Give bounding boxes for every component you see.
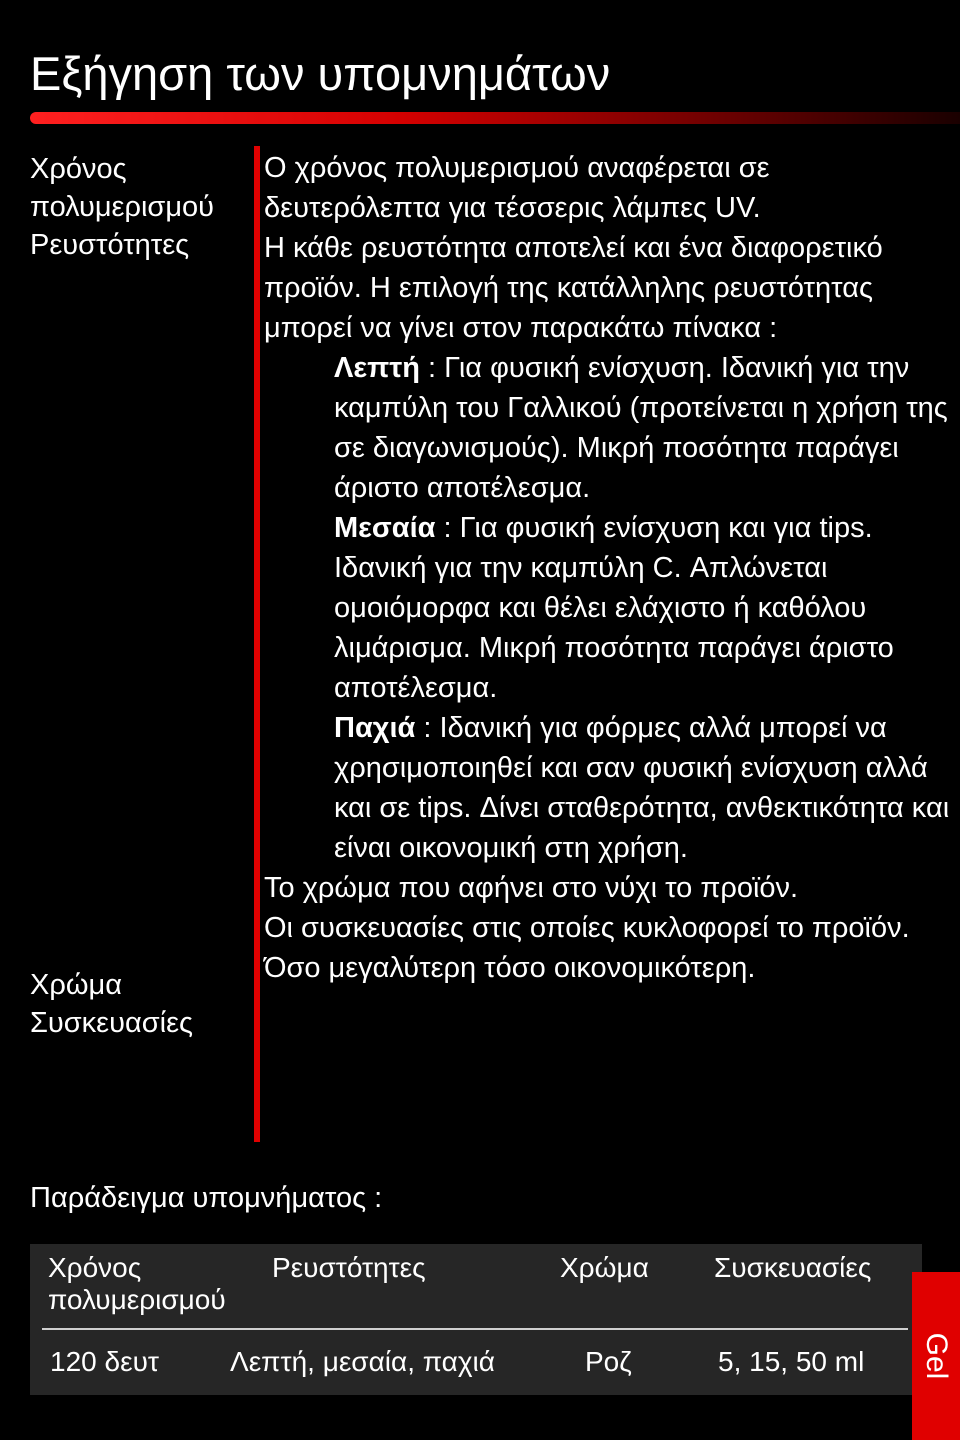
table-header-viscosities: Ρευστότητες bbox=[272, 1252, 426, 1283]
table-header-polymerization-line2: πολυμερισμού bbox=[48, 1284, 226, 1315]
gel-side-tab-label: Gel bbox=[920, 1332, 953, 1380]
example-label: Παράδειγμα υπομνήματος : bbox=[30, 1182, 383, 1214]
polymerization-description: Ο χρόνος πολυμερισμού αναφέρεται σε δευτερόλεπτα για τέσσερις λάμπες UV. bbox=[264, 152, 770, 224]
red-divider-line bbox=[254, 146, 260, 1142]
label-packaging: Συσκευασίες bbox=[30, 1007, 193, 1039]
table-cell-color: Ροζ bbox=[585, 1346, 632, 1377]
viscosities-intro: Η κάθε ρευστότητα αποτελεί και ένα διαφορετικό προϊόν. Η επιλογή της κατάλληλης ρευστότητας μπορεί να γίνει στον παρακάτω πίνακα : bbox=[264, 232, 883, 344]
viscosity-item-thick bbox=[264, 708, 954, 868]
viscosity-item-thin bbox=[264, 348, 954, 508]
table-header-polymerization bbox=[48, 1252, 226, 1316]
label-viscosities: Ρευστότητες bbox=[30, 229, 190, 261]
title-underline-bar bbox=[30, 112, 960, 124]
gel-side-tab bbox=[912, 1272, 960, 1440]
table-cell-packaging: 5, 15, 50 ml bbox=[718, 1346, 865, 1377]
viscosity-term: Παχιά bbox=[334, 712, 416, 744]
viscosity-text: : Για φυσική ενίσχυση. Ιδανική για την καμπύλη του Γαλλικού (προτείνεται η χρήση της σε διαγωνισμούς). Μικρή ποσότητα παράγει άριστο αποτέλεσμα. bbox=[334, 352, 948, 504]
color-description: Το χρώμα που αφήνει στο νύχι το προϊόν. bbox=[264, 872, 799, 904]
example-legend-table bbox=[30, 1244, 922, 1395]
legend-labels-column bbox=[30, 150, 255, 1042]
page-title: Εξήγηση των υπομνημάτων bbox=[30, 47, 611, 100]
table-header-packaging: Συσκευασίες bbox=[714, 1252, 872, 1283]
table-cell-viscosities: Λεπτή, μεσαία, παχιά bbox=[230, 1346, 495, 1377]
viscosity-term: Λεπτή bbox=[334, 352, 420, 384]
label-polymerization-line2: πολυμερισμού bbox=[30, 191, 215, 223]
legend-descriptions bbox=[264, 148, 954, 988]
label-polymerization-line1: Χρόνος bbox=[30, 153, 127, 185]
table-cell-polymerization: 120 δευτ bbox=[50, 1346, 159, 1377]
viscosity-text: : Για φυσική ενίσχυση και για tips. Ιδανική για την καμπύλη C. Απλώνεται ομοιόμορφα και θέλει ελάχιστο ή καθόλου λιμάρισμα. Μικρή ποσότητα παράγει άριστο αποτέλεσμα. bbox=[334, 512, 894, 704]
packaging-description: Οι συσκευασίες στις οποίες κυκλοφορεί το προϊόν. Όσο μεγαλύτερη τόσο οικονομικότερη. bbox=[264, 912, 910, 984]
viscosity-text: : Ιδανική για φόρμες αλλά μπορεί να χρησιμοποιηθεί και σαν φυσική ενίσχυση αλλά και σε tips. Δίνει σταθερότητα, ανθεκτικότητα και είναι οικονομική στη χρήση. bbox=[334, 712, 950, 864]
table-header-color: Χρώμα bbox=[560, 1252, 649, 1283]
viscosity-term: Μεσαία bbox=[334, 512, 436, 544]
viscosity-item-medium bbox=[264, 508, 954, 708]
label-color: Χρώμα bbox=[30, 969, 122, 1001]
table-header-polymerization-line1: Χρόνος bbox=[48, 1252, 142, 1283]
table-separator bbox=[42, 1328, 908, 1330]
